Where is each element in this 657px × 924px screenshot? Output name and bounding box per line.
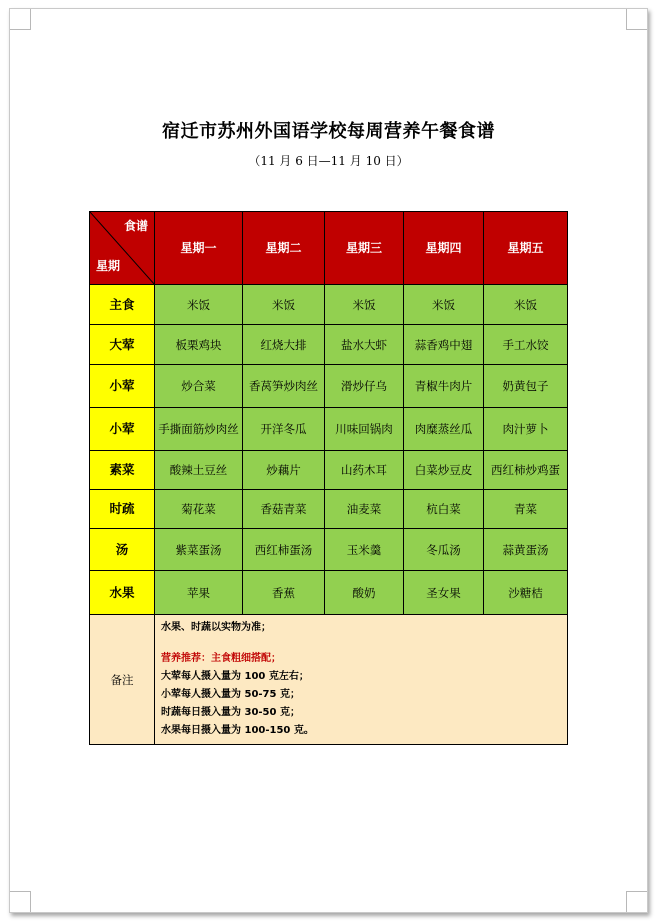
menu-cell: 圣女果 — [404, 571, 484, 615]
menu-cell: 香菇青菜 — [243, 490, 325, 529]
table-row — [90, 490, 568, 529]
notes-content — [155, 615, 568, 745]
row-label: 小荤 — [90, 408, 155, 451]
note-line: 大荤每人摄入量为 100 克左右； — [161, 671, 309, 682]
margin-corner-mark — [10, 9, 31, 30]
menu-cell: 冬瓜汤 — [404, 529, 484, 571]
row-label: 时疏 — [90, 490, 155, 529]
table-row — [90, 365, 568, 408]
menu-cell: 米饭 — [325, 285, 404, 325]
margin-corner-mark — [626, 9, 647, 30]
day-header: 星期五 — [484, 212, 568, 285]
menu-cell: 蒜黄蛋汤 — [484, 529, 568, 571]
nutrition-recommendation: 营养推荐：主食粗细搭配； — [161, 653, 281, 664]
menu-cell: 炒合菜 — [155, 365, 243, 408]
corner-label-menu: 食谱 — [123, 219, 148, 233]
menu-cell: 奶黄包子 — [484, 365, 568, 408]
note-line: 水果、时蔬以实物为准； — [161, 622, 271, 633]
menu-cell: 酸奶 — [325, 571, 404, 615]
menu-cell: 西红柿蛋汤 — [243, 529, 325, 571]
note-line: 水果每日摄入量为 100-150 克。 — [161, 725, 314, 736]
menu-cell: 西红柿炒鸡蛋 — [484, 451, 568, 490]
menu-cell: 紫菜蛋汤 — [155, 529, 243, 571]
day-header: 星期三 — [325, 212, 404, 285]
menu-cell: 玉米羹 — [325, 529, 404, 571]
menu-cell: 杭白菜 — [404, 490, 484, 529]
menu-cell: 滑炒仔乌 — [325, 365, 404, 408]
day-header: 星期四 — [404, 212, 484, 285]
menu-cell: 米饭 — [484, 285, 568, 325]
notes-label: 备注 — [90, 615, 155, 745]
table-row — [90, 325, 568, 365]
row-label: 主食 — [90, 285, 155, 325]
menu-cell: 青椒牛肉片 — [404, 365, 484, 408]
menu-cell: 白菜炒豆皮 — [404, 451, 484, 490]
menu-cell: 蒜香鸡中翅 — [404, 325, 484, 365]
menu-cell: 川味回锅肉 — [325, 408, 404, 451]
row-label: 小荤 — [90, 365, 155, 408]
day-header: 星期二 — [243, 212, 325, 285]
header-row — [90, 212, 568, 285]
menu-cell: 盐水大虾 — [325, 325, 404, 365]
menu-cell: 肉糜蒸丝瓜 — [404, 408, 484, 451]
menu-cell: 酸辣土豆丝 — [155, 451, 243, 490]
date-range: （11 月 6 日—11 月 10 日） — [248, 154, 409, 168]
row-label: 素菜 — [90, 451, 155, 490]
note-line: 时蔬每日摄入量为 30-50 克； — [161, 707, 300, 718]
menu-cell: 青菜 — [484, 490, 568, 529]
table-row — [90, 408, 568, 451]
header-corner-cell — [90, 212, 155, 285]
menu-cell: 肉汁萝卜 — [484, 408, 568, 451]
menu-cell: 油麦菜 — [325, 490, 404, 529]
row-label: 水果 — [90, 571, 155, 615]
menu-cell: 开洋冬瓜 — [243, 408, 325, 451]
menu-cell: 米饭 — [404, 285, 484, 325]
page-title: 宿迁市苏州外国语学校每周营养午餐食谱 — [162, 121, 495, 142]
table-row — [90, 571, 568, 615]
corner-label-weekday: 星期 — [96, 259, 121, 273]
margin-corner-mark — [626, 891, 647, 912]
menu-cell: 香蕉 — [243, 571, 325, 615]
table-row — [90, 451, 568, 490]
menu-cell: 板栗鸡块 — [155, 325, 243, 365]
table-row — [90, 529, 568, 571]
lunch-menu-table — [89, 211, 568, 745]
row-label: 大荤 — [90, 325, 155, 365]
menu-cell: 山药木耳 — [325, 451, 404, 490]
menu-cell: 菊花菜 — [155, 490, 243, 529]
menu-cell: 手工水饺 — [484, 325, 568, 365]
menu-cell: 米饭 — [155, 285, 243, 325]
menu-cell: 手撕面筋炒肉丝 — [155, 408, 243, 451]
table-row — [90, 285, 568, 325]
menu-cell: 炒藕片 — [243, 451, 325, 490]
note-line: 小荤每人摄入量为 50-75 克； — [161, 689, 300, 700]
day-header: 星期一 — [155, 212, 243, 285]
menu-cell: 米饭 — [243, 285, 325, 325]
menu-cell: 沙糖桔 — [484, 571, 568, 615]
menu-cell: 苹果 — [155, 571, 243, 615]
row-label: 汤 — [90, 529, 155, 571]
menu-cell: 红烧大排 — [243, 325, 325, 365]
menu-cell: 香莴笋炒肉丝 — [243, 365, 325, 408]
margin-corner-mark — [10, 891, 31, 912]
notes-row — [90, 615, 568, 745]
